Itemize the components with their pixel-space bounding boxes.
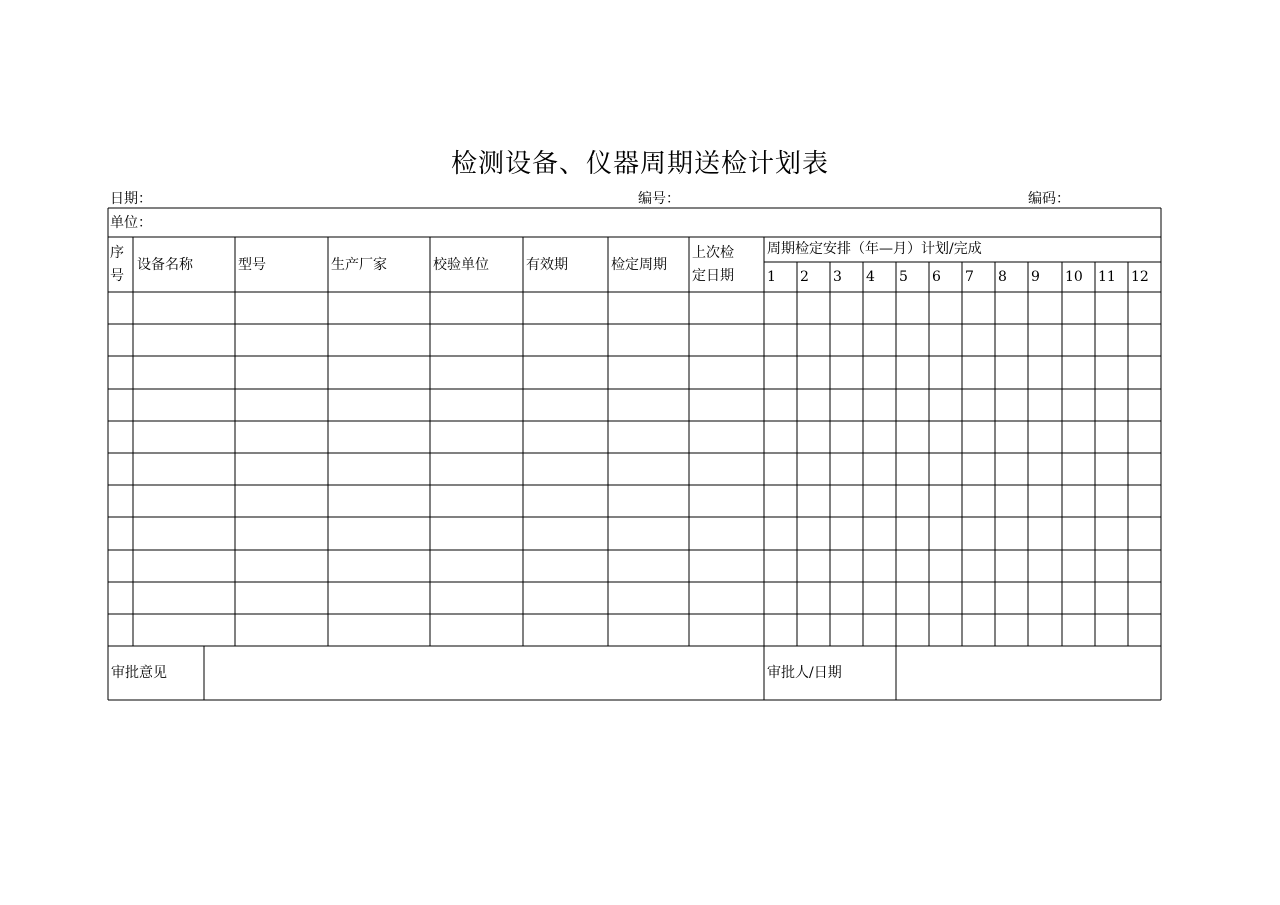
table-cell[interactable] [831,390,862,420]
table-cell[interactable] [431,357,522,387]
table-cell[interactable] [329,518,429,548]
table-cell[interactable] [864,422,895,452]
table-cell[interactable] [1029,325,1061,355]
month-header-12: 12 [1131,269,1149,285]
header-calibration-unit: 校验单位 [433,257,489,273]
table-cell[interactable] [236,454,327,484]
table-cell[interactable] [1129,551,1160,581]
table-cell[interactable] [765,390,796,420]
table-cell[interactable] [930,325,961,355]
table-cell[interactable] [1063,293,1094,323]
table-cell[interactable] [1063,390,1094,420]
table-cell[interactable] [524,357,607,387]
date-label: 日期： [110,191,152,207]
table-cell[interactable] [963,390,994,420]
table-cell[interactable] [609,325,688,355]
table-cell[interactable] [329,454,429,484]
table-cell[interactable] [963,615,994,645]
table-cell[interactable] [930,357,961,387]
table-cell[interactable] [1096,390,1127,420]
table-cell[interactable] [765,293,796,323]
table-cell[interactable] [831,615,862,645]
month-header-8: 8 [998,269,1007,285]
table-cell[interactable] [798,486,829,516]
table-cell[interactable] [864,583,895,613]
table-cell[interactable] [765,518,796,548]
table-cell[interactable] [134,518,234,548]
table-cell[interactable] [609,583,688,613]
table-cell[interactable] [1096,293,1127,323]
approver-date-field[interactable] [897,647,1160,700]
table-cell[interactable] [798,325,829,355]
table-cell[interactable] [864,357,895,387]
table-cell[interactable] [690,486,763,516]
table-cell[interactable] [690,390,763,420]
page-title: 检测设备、仪器周期送检计划表 [450,149,829,179]
unit-label: 单位： [110,215,152,231]
month-header-2: 2 [800,269,809,285]
table-cell[interactable] [690,518,763,548]
table-cell[interactable] [236,486,327,516]
month-header-4: 4 [866,269,875,285]
table-cell[interactable] [690,293,763,323]
table-cell[interactable] [963,454,994,484]
table-cell[interactable] [1129,454,1160,484]
table-cell[interactable] [1129,325,1160,355]
table-cell[interactable] [1129,357,1160,387]
table-cell[interactable] [963,518,994,548]
table-cell[interactable] [690,357,763,387]
table-cell[interactable] [1063,551,1094,581]
table-cell[interactable] [996,486,1027,516]
table-cell[interactable] [963,357,994,387]
table-cell[interactable] [134,551,234,581]
table-cell[interactable] [690,454,763,484]
table-cell[interactable] [329,422,429,452]
table-cell[interactable] [134,357,234,387]
table-cell[interactable] [109,325,132,355]
table-cell[interactable] [831,518,862,548]
table-cell[interactable] [329,551,429,581]
table-cell[interactable] [1096,486,1127,516]
table-cell[interactable] [996,615,1027,645]
table-cell[interactable] [1029,518,1061,548]
table-cell[interactable] [431,325,522,355]
table-cell[interactable] [109,454,132,484]
table-cell[interactable] [1063,357,1094,387]
table-cell[interactable] [134,583,234,613]
table-cell[interactable] [609,357,688,387]
table-cell[interactable] [1029,293,1061,323]
table-cell[interactable] [930,518,961,548]
table-cell[interactable] [798,615,829,645]
table-cell[interactable] [1063,486,1094,516]
table-cell[interactable] [524,390,607,420]
table-cell[interactable] [930,422,961,452]
month-header-3: 3 [833,269,842,285]
table-cell[interactable] [831,357,862,387]
month-header-5: 5 [899,269,908,285]
table-cell[interactable] [798,518,829,548]
table-cell[interactable] [963,422,994,452]
table-cell[interactable] [930,390,961,420]
table-cell[interactable] [1029,486,1061,516]
table-cell[interactable] [524,615,607,645]
table-cell[interactable] [109,422,132,452]
table-cell[interactable] [831,486,862,516]
table-cell[interactable] [134,390,234,420]
table-cell[interactable] [329,583,429,613]
table-cell[interactable] [930,454,961,484]
header-manufacturer: 生产厂家 [331,257,387,273]
table-cell[interactable] [134,293,234,323]
month-header-9: 9 [1031,269,1040,285]
table-cell[interactable] [1029,615,1061,645]
table-cell[interactable] [798,551,829,581]
table-cell[interactable] [134,615,234,645]
table-cell[interactable] [609,390,688,420]
table-cell[interactable] [996,325,1027,355]
table-cell[interactable] [109,293,132,323]
table-cell[interactable] [864,486,895,516]
table-cell[interactable] [897,486,928,516]
header-last-check-line2: 定日期 [692,268,734,284]
table-cell[interactable] [864,293,895,323]
table-cell[interactable] [690,583,763,613]
table-cell[interactable] [996,518,1027,548]
table-cell[interactable] [798,583,829,613]
table-cell[interactable] [1063,454,1094,484]
table-cell[interactable] [329,293,429,323]
table-cell[interactable] [897,454,928,484]
table-cell[interactable] [963,583,994,613]
table-cell[interactable] [329,357,429,387]
table-cell[interactable] [1129,518,1160,548]
table-cell[interactable] [524,293,607,323]
table-cell[interactable] [798,390,829,420]
table-cell[interactable] [329,325,429,355]
approval-opinion-label: 审批意见 [111,665,167,681]
table-cell[interactable] [1029,357,1061,387]
table-cell[interactable] [1029,583,1061,613]
header-last-check-line1: 上次检 [692,245,734,261]
table-cell[interactable] [963,486,994,516]
header-model: 型号 [238,257,266,273]
table-cell[interactable] [765,325,796,355]
table-cell[interactable] [431,551,522,581]
table-cell[interactable] [930,486,961,516]
table-cell[interactable] [609,422,688,452]
table-cell[interactable] [798,454,829,484]
table-cell[interactable] [996,422,1027,452]
table-cell[interactable] [897,325,928,355]
table-cell[interactable] [109,615,132,645]
table-cell[interactable] [798,357,829,387]
table-cell[interactable] [1063,518,1094,548]
table-cell[interactable] [524,551,607,581]
table-cell[interactable] [524,583,607,613]
table-cell[interactable] [864,551,895,581]
table-cell[interactable] [109,357,132,387]
table-cell[interactable] [765,454,796,484]
table-cell[interactable] [431,454,522,484]
table-cell[interactable] [831,293,862,323]
header-schedule: 周期检定安排（年—月）计划/完成 [767,241,982,257]
table-cell[interactable] [236,615,327,645]
table-cell[interactable] [831,551,862,581]
number-label: 编号： [638,191,680,207]
table-cell[interactable] [864,325,895,355]
table-cell[interactable] [329,390,429,420]
table-cell[interactable] [897,422,928,452]
table-cell[interactable] [930,293,961,323]
table-cell[interactable] [864,454,895,484]
month-header-11: 11 [1098,269,1116,285]
table-cell[interactable] [1063,583,1094,613]
table-cell[interactable] [1096,615,1127,645]
table-cell[interactable] [864,390,895,420]
table-cell[interactable] [765,551,796,581]
month-header-10: 10 [1065,269,1083,285]
table-cell[interactable] [1096,422,1127,452]
table-cell[interactable] [609,454,688,484]
table-cell[interactable] [1129,293,1160,323]
table-cell[interactable] [1063,325,1094,355]
table-cell[interactable] [1096,583,1127,613]
table-cell[interactable] [236,357,327,387]
table-cell[interactable] [765,583,796,613]
table-cell[interactable] [609,293,688,323]
table-cell[interactable] [1029,551,1061,581]
table-cell[interactable] [1129,583,1160,613]
table-cell[interactable] [524,518,607,548]
table-cell[interactable] [963,551,994,581]
table-cell[interactable] [996,551,1027,581]
table-cell[interactable] [1096,325,1127,355]
table-cell[interactable] [1096,357,1127,387]
table-cell[interactable] [236,390,327,420]
table-cell[interactable] [236,583,327,613]
table-cell[interactable] [897,390,928,420]
table-cell[interactable] [109,583,132,613]
table-cell[interactable] [765,422,796,452]
table-cell[interactable] [431,615,522,645]
table-cell[interactable] [431,390,522,420]
table-cell[interactable] [996,454,1027,484]
table-cell[interactable] [1096,518,1127,548]
table-cell[interactable] [431,518,522,548]
table-cell[interactable] [864,615,895,645]
table-cell[interactable] [930,615,961,645]
header-seq-line1: 序 [110,245,124,261]
header-seq-line2: 号 [110,268,124,284]
table-cell[interactable] [831,583,862,613]
table-cell[interactable] [1029,454,1061,484]
table-cell[interactable] [963,325,994,355]
table-cell[interactable] [134,422,234,452]
table-cell[interactable] [897,615,928,645]
table-cell[interactable] [930,583,961,613]
approver-date-label: 审批人/日期 [767,665,842,681]
table-cell[interactable] [996,583,1027,613]
table-cell[interactable] [690,325,763,355]
table-cell[interactable] [109,518,132,548]
header-validity: 有效期 [526,257,568,273]
table-cell[interactable] [690,615,763,645]
table-cell[interactable] [963,293,994,323]
table-cell[interactable] [690,422,763,452]
table-cell[interactable] [831,422,862,452]
table-cell[interactable] [1063,422,1094,452]
table-cell[interactable] [798,293,829,323]
table-cell[interactable] [329,486,429,516]
table-cell[interactable] [524,325,607,355]
table-cell[interactable] [109,551,132,581]
table-cell[interactable] [431,293,522,323]
table-cell[interactable] [930,551,961,581]
table-cell[interactable] [236,551,327,581]
table-cell[interactable] [765,357,796,387]
header-device-name: 设备名称 [137,257,193,273]
table-cell[interactable] [690,551,763,581]
table-cell[interactable] [996,357,1027,387]
table-cell[interactable] [109,390,132,420]
table-cell[interactable] [996,293,1027,323]
table-cell[interactable] [1063,615,1094,645]
month-header-6: 6 [932,269,941,285]
table-cell[interactable] [1096,551,1127,581]
table-cell[interactable] [609,551,688,581]
code-label: 编码： [1028,191,1070,207]
table-cell[interactable] [1129,422,1160,452]
table-cell[interactable] [996,390,1027,420]
table-cell[interactable] [609,615,688,645]
table-cell[interactable] [897,583,928,613]
table-cell[interactable] [109,486,132,516]
table-cell[interactable] [431,486,522,516]
table-cell[interactable] [236,293,327,323]
table-cell[interactable] [609,518,688,548]
table-cell[interactable] [897,518,928,548]
table-cell[interactable] [831,454,862,484]
table-cell[interactable] [524,422,607,452]
table-cell[interactable] [1129,615,1160,645]
table-cell[interactable] [609,486,688,516]
approval-opinion-field[interactable] [204,647,763,700]
table-cell[interactable] [765,486,796,516]
table-cell[interactable] [236,325,327,355]
table-cell[interactable] [236,518,327,548]
month-header-7: 7 [965,269,974,285]
table-cell[interactable] [524,454,607,484]
table-cell[interactable] [431,422,522,452]
table-cell[interactable] [897,357,928,387]
table-cell[interactable] [134,325,234,355]
header-cycle: 检定周期 [611,257,667,273]
table-cell[interactable] [524,486,607,516]
month-header-1: 1 [767,269,776,285]
table-cell[interactable] [236,422,327,452]
table-cell[interactable] [329,615,429,645]
table-cell[interactable] [1029,422,1061,452]
table-cell[interactable] [831,325,862,355]
table-cell[interactable] [1129,390,1160,420]
table-cell[interactable] [765,615,796,645]
table-cell[interactable] [864,518,895,548]
table-cell[interactable] [431,583,522,613]
table-cell[interactable] [134,486,234,516]
table-cell[interactable] [798,422,829,452]
table-cell[interactable] [897,293,928,323]
table-cell[interactable] [897,551,928,581]
table-cell[interactable] [1129,486,1160,516]
table-cell[interactable] [1029,390,1061,420]
table-cell[interactable] [1096,454,1127,484]
table-cell[interactable] [134,454,234,484]
